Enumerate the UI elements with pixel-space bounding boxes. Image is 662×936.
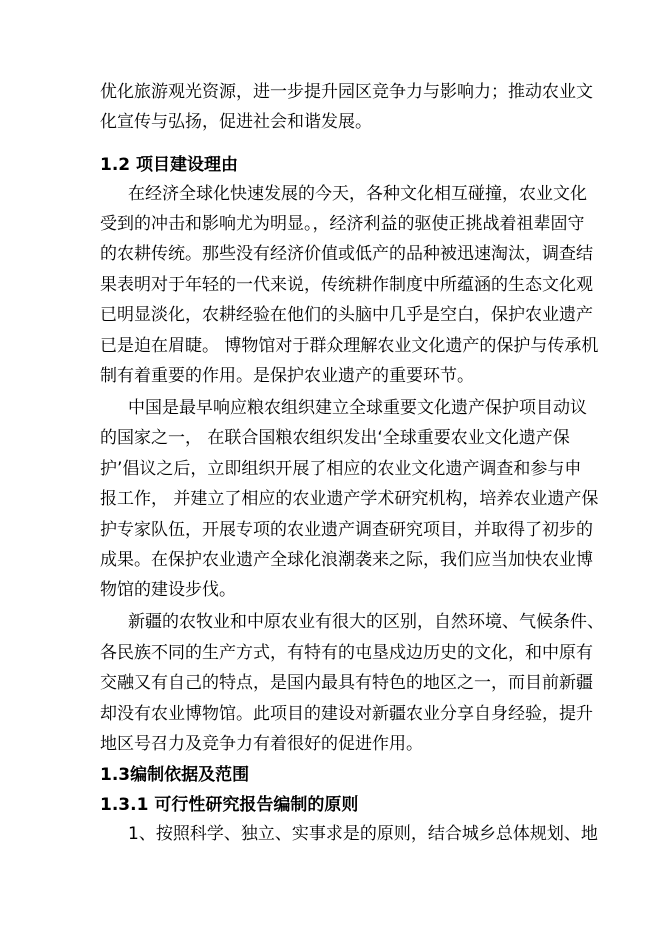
- section-heading-1-3: 1.3编制依据及范围: [100, 765, 250, 785]
- paragraph-2-line: 的国家之一， 在联合国粮农组织发出‘全球重要农业文化遗产保: [100, 428, 570, 448]
- intro-line-1: 优化旅游观光资源，进一步提升园区竞争力与影响力；推动农业文: [100, 82, 593, 102]
- paragraph-2-line: 物馆的建设步伐。: [100, 580, 236, 600]
- section-heading-1-2: 1.2 项目建设理由: [100, 155, 239, 175]
- paragraph-3-line: 地区号召力及竞争力有着很好的促进作用。: [100, 734, 423, 754]
- paragraph-3-line: 各民族不同的生产方式，有特有的屯垦戍边历史的文化，和中原有: [100, 643, 593, 663]
- paragraph-1-line: 果表明对于年轻的一代来说，传统耕作制度中所蕴涵的生态文化观: [100, 275, 593, 295]
- paragraph-3-line: 交融又有自己的特点，是国内最具有特色的地区之一，而目前新疆: [100, 673, 593, 693]
- paragraph-2-line: 报工作， 并建立了相应的农业遗产学术研究机构，培养农业遗产保: [100, 489, 599, 509]
- paragraph-2-line: 护专家队伍，开展专项的农业遗产调查研究项目，并取得了初步的: [100, 520, 593, 540]
- paragraph-3-line: 新疆的农牧业和中原农业有很大的区别，自然环境、气候条件、: [128, 612, 604, 632]
- paragraph-1-line: 已是迫在眉睫。 博物馆对于群众理解农业文化遗产的保护与传承机: [100, 336, 599, 356]
- paragraph-2-line: 成果。在保护农业遗产全球化浪潮袭来之际，我们应当加快农业博: [100, 550, 593, 570]
- paragraph-1-line: 制有着重要的作用。是保护农业遗产的重要环节。: [100, 366, 474, 386]
- list-item-1: 1、按照科学、独立、实事求是的原则，结合城乡总体规划、地: [128, 824, 598, 844]
- paragraph-3-line: 却没有农业博物馆。此项目的建设对新疆农业分享自身经验，提升: [100, 704, 593, 724]
- paragraph-1-line: 的农耕传统。那些没有经济价值或低产的品种被迅速淘汰，调查结: [100, 244, 593, 264]
- paragraph-2-line: 护’倡议之后，立即组织开展了相应的农业文化遗产调查和参与申: [100, 459, 582, 479]
- subsection-heading-1-3-1: 1.3.1 可行性研究报告编制的原则: [100, 795, 359, 815]
- intro-line-2: 化宣传与弘扬，促进社会和谐发展。: [100, 112, 372, 132]
- paragraph-1-line: 已明显淡化，农耕经验在他们的头脑中几乎是空白，保护农业遗产: [100, 305, 593, 325]
- paragraph-2-line: 中国是最早响应粮农组织建立全球重要文化遗产保护项目动议: [128, 398, 587, 418]
- paragraph-1-line: 在经济全球化快速发展的今天，各种文化相互碰撞，农业文化: [128, 184, 587, 204]
- paragraph-1-line: 受到的冲击和影响尤为明显。，经济利益的驱使正挑战着祖辈固守: [100, 214, 585, 234]
